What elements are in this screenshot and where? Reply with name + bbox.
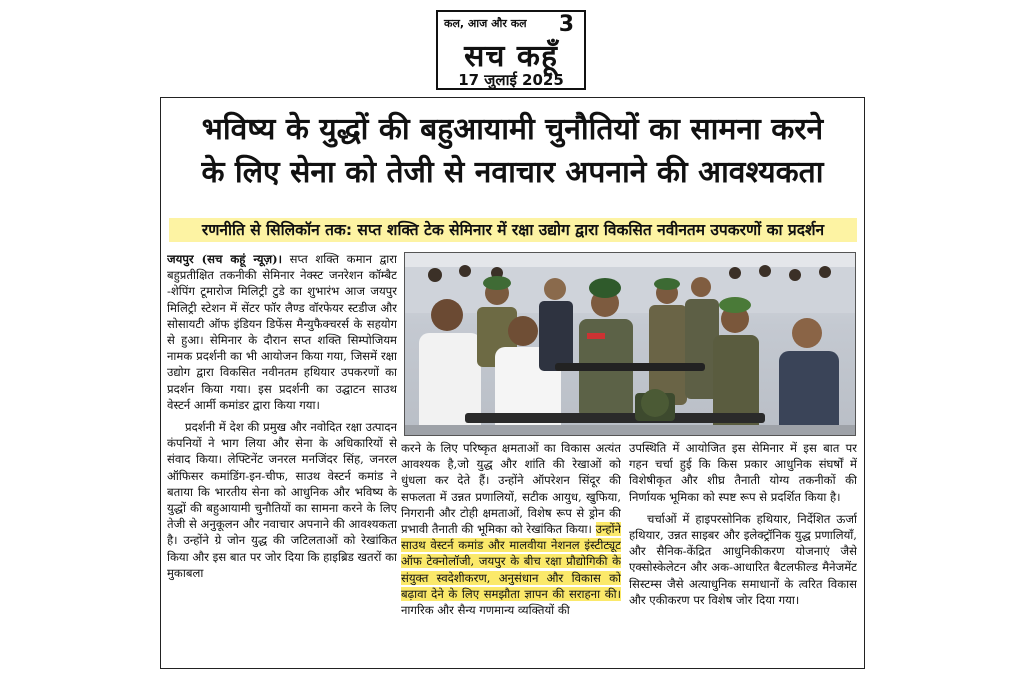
column-2-tail: नागरिक और सैन्य गणमान्य व्यक्तियों की [401,603,570,618]
column-2-paragraph [401,440,621,618]
column-1-paragraph-1 [167,251,397,413]
masthead-number: 3 [558,12,574,37]
masthead-tagline: कल, आज और कल [444,17,527,30]
subheadline: रणनीति से सिलिकॉन तक: सप्त शक्ति टेक सेमिनार में रक्षा उद्योग द्वारा विकसित नवीनतम उपकरणों का प्रदर्शन [169,218,857,242]
column-2-highlight: उन्होंने साउथ वेस्टर्न कमांड और मालवीया नेशनल इंस्टीट्यूट ऑफ टेक्नोलॉजी, जयपुर के बीच रक्षा प्रौद्योगिकी के संयुक्त स्वदेशीकरण, अनुसंधान और विकास को बढ़ावा देने के लिए समझौता ज्ञापन की सराहना की। [401,522,621,601]
column-3-paragraph-2: चर्चाओं में हाइपरसोनिक हथियार, निर्देशित ऊर्जा हथियार, उन्नत साइबर और इलेक्ट्रॉनिक युद्ध प्रणालियाँ, और सैनिक-केंद्रित आधुनिकीकरण योजनाएं जैसे एक्सोस्केलेटन और अक-आधारित बैटलफील्ड मैनेजमेंट सिस्टम्स जैसे अत्याधुनिक समाधानों के त्वरित विकास और एकीकरण पर विशेष जोर दिया गया। [629,511,857,607]
headline-line-1: भविष्य के युद्धों की बहुआयामी चुनौतियों का सामना करने [201,112,824,147]
column-1-paragraph-2: प्रदर्शनी में देश की प्रमुख और नवोदित रक्षा उत्पादन कंपनियों ने भाग लिया और सेना के अधिकारियों से संवाद किया। लेफ्टिनेंट जनरल मनजिंदर सिंह, जनरल ऑफिसर कमांडिंग-इन-चीफ, साउथ वेस्टर्न कमांड ने बताया कि भारतीय सेना को आधुनिक और भविष्य के युद्धों की बहुआयामी चुनौतियों का सामना करने के लिए तेजी से अनुकूलन और नवाचार अपनाने की आवश्यकता है। उन्होंने ग्रे जोन युद्ध की जटिलताओं को रेखांकित किया और इस बात पर जोर दिया कि हाइब्रिड खतरों का मुकाबला [167,420,397,580]
column-2-text: करने के लिए परिष्कृत क्षमताओं का विकास अत्यंत आवश्यक है,जो युद्ध और शांति की रेखाओं को धुंधला कर देते हैं। उन्होंने ऑपरेशन सिंदूर की सफलता में उन्नत प्रणालियों, सटीक आयुध, खुफिया, निगरानी और टोही क्षमताओं, विशेष रूप से ड्रोन की प्रभावी तैनाती की भूमिका को रेखांकित किया। [401,441,621,537]
masthead-name: सच कहूँ [464,39,558,74]
photo-illustration [405,253,856,436]
masthead-date: 17 जुलाई 2025 [458,71,564,89]
column-3-paragraph-1: उपस्थिति में आयोजित इस सेमिनार में इस बात पर गहन चर्चा हुई कि किस प्रकार आधुनिक संघर्षों में विशेषीकृत और शीघ्र तैनाती योग्य तकनीकों की निर्णायक भूमिका को स्पष्ट रूप से प्रदर्शित किया है। [629,441,857,504]
article-column-2 [401,440,621,665]
column-1-text-1: सप्त शक्ति कमान द्वारा बहुप्रतीक्षित तकनीकी सेमिनार नेक्स्ट जनरेशन कॉम्बैट -शेपिंग टूमारोज मिलिट्री टुडे का शुभारंभ आज जयपुर मिलिट्री स्टेशन में सेंटर फॉर लैण्ड वॉरफेयर स्टडीज और सोसायटी ऑफ इंडियन डिफेंस मैन्युफैक्चरर्स के सहयोग से हुआ। सेमिनार के दौरान सप्त शक्ति सिम्पोजियम नामक प्रदर्शनी का भी आयोजन किया गया, जिसमें रक्षा उद्योग द्वारा विकसित नवीनतम हथियार उपकरणों का प्रदर्शन किया गया। इस प्रदर्शनी का उद्घाटन साउथ वेस्टर्न आर्मी कमांडर द्वारा किया गया। [167,252,397,412]
article-frame [160,97,865,669]
headline [161,108,864,194]
headline-line-2: के लिए सेना को तेजी से नवाचार अपनाने की आवश्यकता [201,155,824,190]
dateline: जयपुर (सच कहूं न्यूज़)। [167,252,283,266]
article-photo [404,252,856,436]
article-column-1 [167,251,397,663]
article-column-3 [629,440,857,665]
masthead [436,10,586,90]
